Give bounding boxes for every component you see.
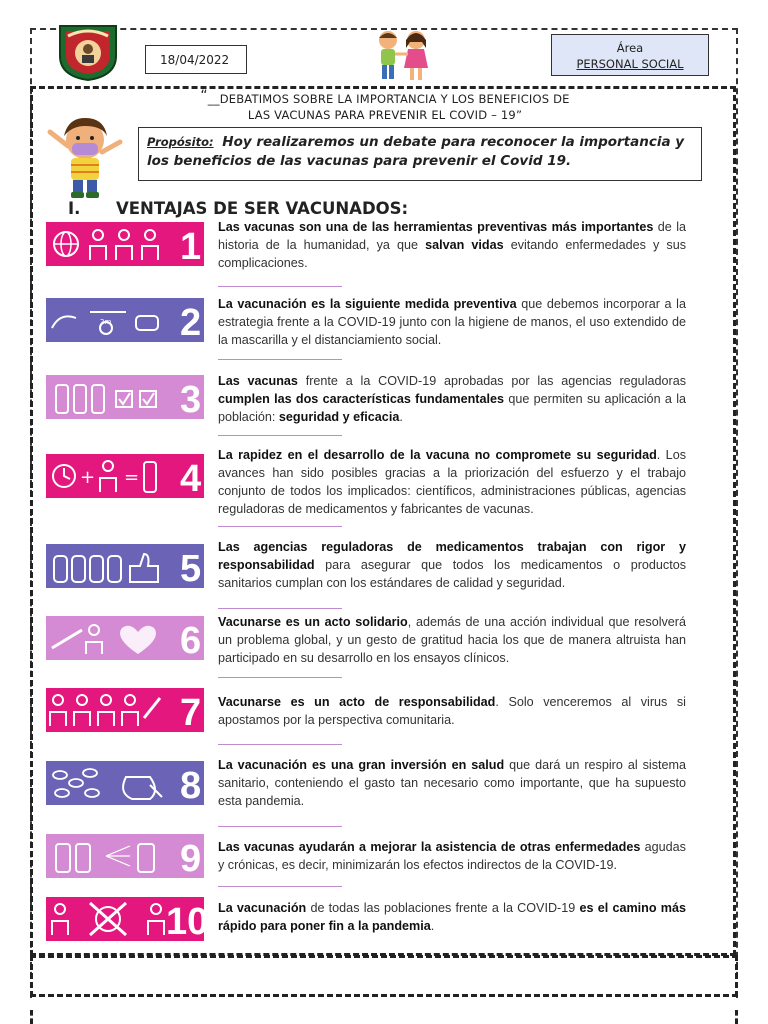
area-value: PERSONAL SOCIAL (576, 57, 684, 71)
page-title (150, 88, 620, 123)
advantage-text: La rapidez en el desarrollo de la vacuna no compromete su seguridad. Los avances han sido posibles gracias a la priorización del esfuerzo y el trabajo conjunto de todos los implicados: científicos, administraciones públicas, agencias reguladoras de medicamentos y fabricantes de vacunas. (218, 448, 686, 516)
purpose-text: Hoy realizaremos un debate para reconocer la importancia y los beneficios de las vacunas para prevenir el Covid 19. (147, 134, 685, 169)
school-crest-icon (56, 22, 120, 82)
vials-check-icon (46, 375, 204, 419)
svg-text:9: 9 (180, 838, 202, 880)
advantage-text: Las vacunas ayudarán a mejorar la asistencia de otras enfermedades agudas y crónicas, es decir, minimizarán los efectos indirectos de la COVID-19. (218, 840, 686, 872)
item-divider (218, 608, 342, 609)
section-number: I. (68, 199, 81, 218)
pills-money-bag-icon (46, 761, 204, 805)
advantage-text: Las vacunas son una de las herramientas preventivas más importantes de la historia de la humanidad, ya que salvan vidas evitando enfermedades y sus complicaciones. (218, 220, 686, 270)
svg-text:=: = (124, 467, 140, 488)
title-line-1: __DEBATIMOS SOBRE LA IMPORTANCIA Y LOS BENEFICIOS DE (207, 92, 570, 106)
svg-text:+: + (80, 467, 96, 488)
item-divider (218, 435, 342, 436)
section-title-text: VENTAJAS DE SER VACUNADOS: (116, 199, 409, 218)
svg-text:7: 7 (180, 692, 202, 734)
advantage-text: Las agencias reguladoras de medicamentos trabajan con rigor y responsabilidad para asegurar que todos los medicamentos o productos sanitarios cumplan con los estándares de calidad y seguridad. (218, 540, 686, 590)
no-virus-icon (46, 897, 209, 943)
area-box (551, 34, 709, 76)
svg-text:2m: 2m (100, 318, 112, 326)
handwash-mask-icon (46, 298, 204, 342)
bottom-frame-edge (30, 1010, 738, 1024)
svg-text:4: 4 (180, 458, 202, 500)
advantage-text: La vacunación es la siguiente medida preventiva que debemos incorporar a la estrategia frente a la COVID-19 junto con la higiene de manos, el uso extendido de la mascarilla y el distanciamiento social. (218, 297, 686, 347)
item-divider (218, 744, 342, 745)
vials-spray-icon (46, 834, 204, 878)
item-divider (218, 286, 342, 287)
svg-text:5: 5 (180, 548, 202, 590)
advantage-text: Vacunarse es un acto de responsabilidad. Solo venceremos al virus si apostamos por la perspectiva comunitaria. (218, 695, 686, 727)
advantage-text: Las vacunas frente a la COVID-19 aprobadas por las agencias reguladoras cumplen las dos características fundamentales que permiten su aplicación a la población: seguridad y eficacia. (218, 374, 686, 424)
svg-text:3: 3 (180, 379, 202, 421)
date-value: 18/04/2022 (160, 52, 230, 67)
svg-text:2: 2 (180, 302, 202, 344)
item-divider (218, 526, 342, 527)
date-box (145, 45, 247, 74)
advantage-text: La vacunación de todas las poblaciones frente a la COVID-19 es el camino más rápido para poner fin a la pandemia. (218, 901, 686, 933)
vials-thumbs-up-icon (46, 544, 204, 588)
advantage-text: La vacunación es una gran inversión en salud que dará un respiro al sistema sanitario, conteniendo el gasto tan necesario como importante, que ha supuesto esta pandemia. (218, 758, 687, 808)
syringe-heart-icon (46, 616, 204, 660)
kids-illustration-icon (368, 28, 438, 84)
purpose-box (138, 127, 702, 181)
people-syringe-icon (46, 688, 204, 732)
svg-text:6: 6 (180, 620, 202, 662)
svg-text:10: 10 (166, 901, 209, 943)
bottom-box (30, 955, 738, 997)
item-divider (218, 677, 342, 678)
purpose-label: Propósito: (147, 135, 214, 149)
item-divider (218, 359, 342, 360)
area-label: Área (616, 41, 644, 55)
advantage-text: Vacunarse es un acto solidario, además de una acción individual que resolverá un problema global, y un gesto de gratitud hacia los que de manera altruista han participado en su desarrollo en los ensayos clínicos. (218, 615, 687, 665)
title-open-quote: “ (200, 88, 208, 104)
globe-people-icon (46, 222, 204, 266)
svg-text:1: 1 (180, 226, 202, 268)
section-heading (68, 199, 408, 218)
masked-kid-illustration-icon (44, 112, 126, 200)
title-line-2: LAS VACUNAS PARA PREVENIR EL COVID – 19” (247, 108, 523, 122)
item-divider (218, 826, 342, 827)
svg-text:8: 8 (180, 765, 202, 807)
clock-person-vial-icon (46, 454, 204, 498)
item-divider (218, 886, 342, 887)
